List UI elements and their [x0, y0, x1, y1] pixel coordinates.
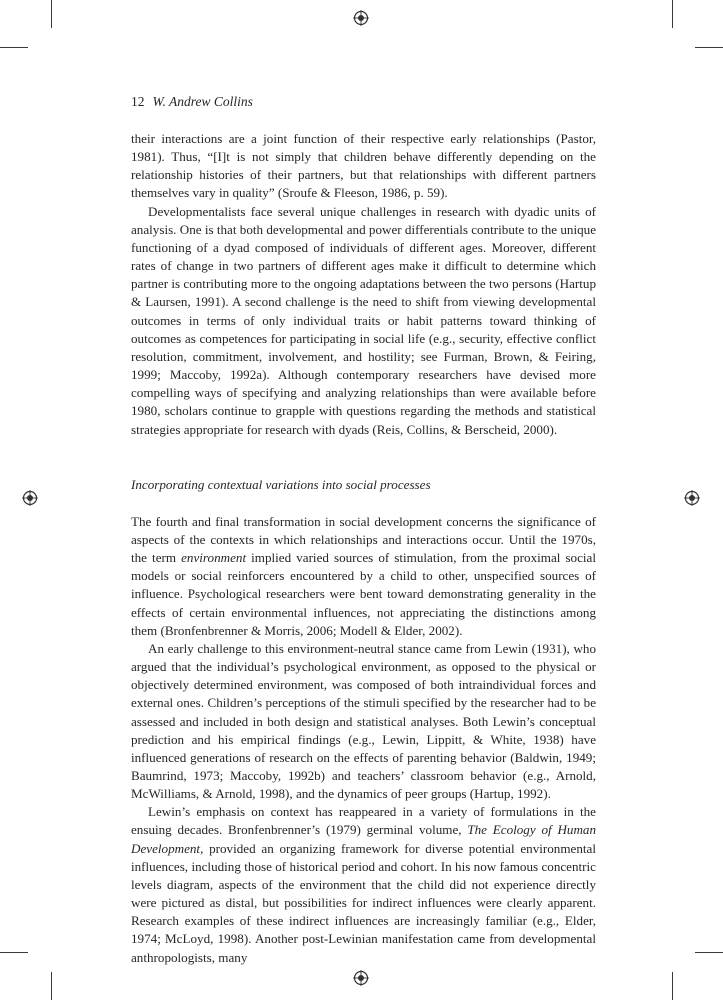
crop-mark-bottom-right-horizontal — [695, 952, 723, 953]
paragraph-5-part-2: , provided an organizing framework for diverse potential environmental influences, including those of historical period and cohort. In his now famous concentric levels diagram, aspects of the environment that the child did not experience directly were pictured as distal, but possibilities for indirect influences were clearly apparent. Research examples of these indirect influences are increasingly familiar (e.g., Elder, 1974; McLoyd, 1998). Another post-Lewinian manifestation came from developmental anthropologists, many — [131, 840, 596, 965]
paragraph-3-emphasis: environment — [181, 550, 247, 566]
registration-mark-top-icon — [353, 10, 369, 26]
crop-mark-top-right-vertical — [672, 0, 673, 28]
crop-mark-top-right-horizontal — [695, 47, 723, 48]
crop-mark-bottom-right-vertical — [672, 972, 673, 1000]
paragraph-5 — [131, 803, 596, 966]
page-number: 12 — [131, 94, 145, 109]
paragraph-3 — [131, 513, 596, 640]
paragraph-1: their interactions are a joint function of their respective early relationships (Pastor, 1981). Thus, “[I]t is not simply that children behave differently depending on the relationship histories of their partners, but that relationships with different partners themselves vary in quality” (Sroufe & Fleeson, 1986, p. 59). — [131, 131, 596, 201]
crop-mark-top-left-vertical — [51, 0, 52, 28]
paragraph-3-part-1: The fourth and final transformation in social development concerns the significance of aspects of the contexts in which relationships and interactions occur. Until the 1970s, the term — [131, 513, 596, 566]
crop-mark-bottom-left-horizontal — [0, 952, 28, 953]
crop-mark-bottom-left-vertical — [51, 972, 52, 1000]
paragraph-3-part-2: implied varied sources of stimulation, from the proximal social models or social reinforcers encountered by a child to other, unspecified sources of influence. Psychological researchers were bent toward demonstrating generality in the effects of certain environmental influences, not appreciating the distinctions among them (Bronfenbrenner & Morris, 2006; Modell & Elder, 2002). — [131, 550, 596, 638]
running-head-author: W. Andrew Collins — [152, 94, 253, 109]
crop-mark-top-left-horizontal — [0, 47, 28, 48]
paragraph-5-part-1: Lewin’s emphasis on context has reappeared in a variety of formulations in the ensuing decades. Bronfenbrenner’s (1979) germinal volume, — [131, 804, 596, 838]
paragraph-5-book-title: The Ecology of Human Development — [131, 822, 596, 856]
registration-mark-bottom-icon — [353, 970, 369, 986]
section-heading: Incorporating contextual variations into social processes — [131, 476, 431, 492]
paragraph-2: Developmentalists face several unique challenges in research with dyadic units of analysis. One is that both developmental and power differentials contribute to the unique functioning of a dyad composed of individuals of different ages. Moreover, different rates of change in two partners of different ages make it difficult to determine which partner is contributing more to the ongoing adaptations between the two persons (Hartup & Laursen, 1991). A second challenge is the need to shift from viewing developmental outcomes in terms of only individual traits or habit patterns toward thinking of outcomes as competences for participating in social life (e.g., security, effective conflict resolution, commitment, involvement, and hostility; see Furman, Brown, & Feiring, 1999; Maccoby, 1992a). Although contemporary researchers have devised more compelling ways of specifying and analyzing relationships than were available before 1980, scholars continue to grapple with questions regarding the methods and statistical strategies appropriate for research with dyads (Reis, Collins, & Berscheid, 2000). — [131, 203, 596, 437]
registration-mark-left-icon — [22, 490, 38, 506]
registration-mark-right-icon — [684, 490, 700, 506]
paragraph-4: An early challenge to this environment-neutral stance came from Lewin (1931), who argued that the individual’s psychological environment, as opposed to the physical or objectively determined environment, was composed of both intraindividual forces and external ones. Children’s perceptions of the stimuli specified by the researcher had to be assessed and included in both design and statistical analyses. Both Lewin’s conceptual prediction and his empirical findings (e.g., Lewin, Lippitt, & White, 1938) have influenced generations of research on the effects of parenting behavior (Baldwin, 1949; Baumrind, 1973; Maccoby, 1992b) and teachers’ classroom behavior (e.g., Arnold, McWilliams, & Arnold, 1998), and the dynamics of peer groups (Hartup, 1992). — [131, 640, 596, 802]
running-head — [131, 93, 253, 111]
body-text — [131, 130, 596, 967]
